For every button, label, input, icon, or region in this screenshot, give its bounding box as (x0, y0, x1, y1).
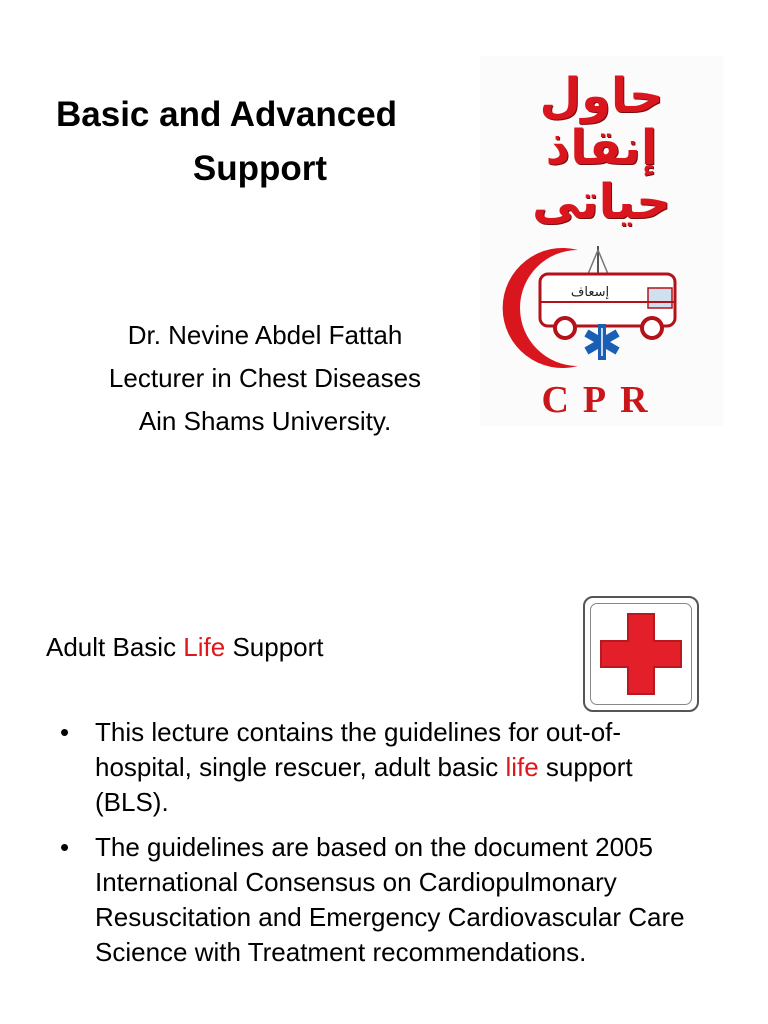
bullet-item (60, 830, 700, 970)
author-role: Lecturer in Chest Diseases (108, 363, 422, 393)
red-cross-badge (583, 596, 699, 712)
slide-title-heading (20, 88, 500, 196)
bullet-marker: • (60, 832, 70, 862)
author-name: Dr. Nevine Abdel Fattah (127, 320, 403, 350)
bullet-highlight: life (505, 752, 539, 782)
heading-highlight: Life (183, 632, 226, 662)
bullet-item (60, 715, 700, 820)
title-line-2: Support (192, 149, 328, 188)
logo-arabic-line-1: حاول (539, 68, 664, 124)
slide-heading (46, 630, 324, 664)
bullet-marker: • (60, 717, 70, 747)
red-cross-icon (599, 612, 683, 696)
bullet-list (60, 715, 700, 980)
logo-cpr-letters: CPR (541, 379, 662, 421)
heading-text-before: Adult Basic (46, 632, 184, 662)
bullet-text: The guidelines are based on the document 2005 International Consensus on Cardiopulmonary Resuscitation and Emergency Cardiovascular Care Science with Treatment recommendations. (95, 832, 685, 967)
author-block (30, 314, 500, 443)
cpr-logo (480, 56, 723, 426)
heading-text-after: Support (225, 632, 324, 662)
logo-arabic-line-3: حياتى (532, 174, 671, 230)
bullet-text-before: This lecture contains the guidelines for out-of-hospital, single rescuer, adult basic (95, 717, 622, 782)
slide-bls (0, 570, 768, 1024)
logo-arabic-line-2: إنقاذ (545, 120, 658, 176)
bullet-text-after: support (BLS). (95, 752, 633, 817)
ambulance-text: إسعاف (570, 285, 610, 300)
red-crescent-ambulance-icon (480, 244, 723, 374)
author-affiliation: Ain Shams University. (138, 406, 392, 436)
title-line-1: Basic and Advanced (56, 95, 398, 134)
